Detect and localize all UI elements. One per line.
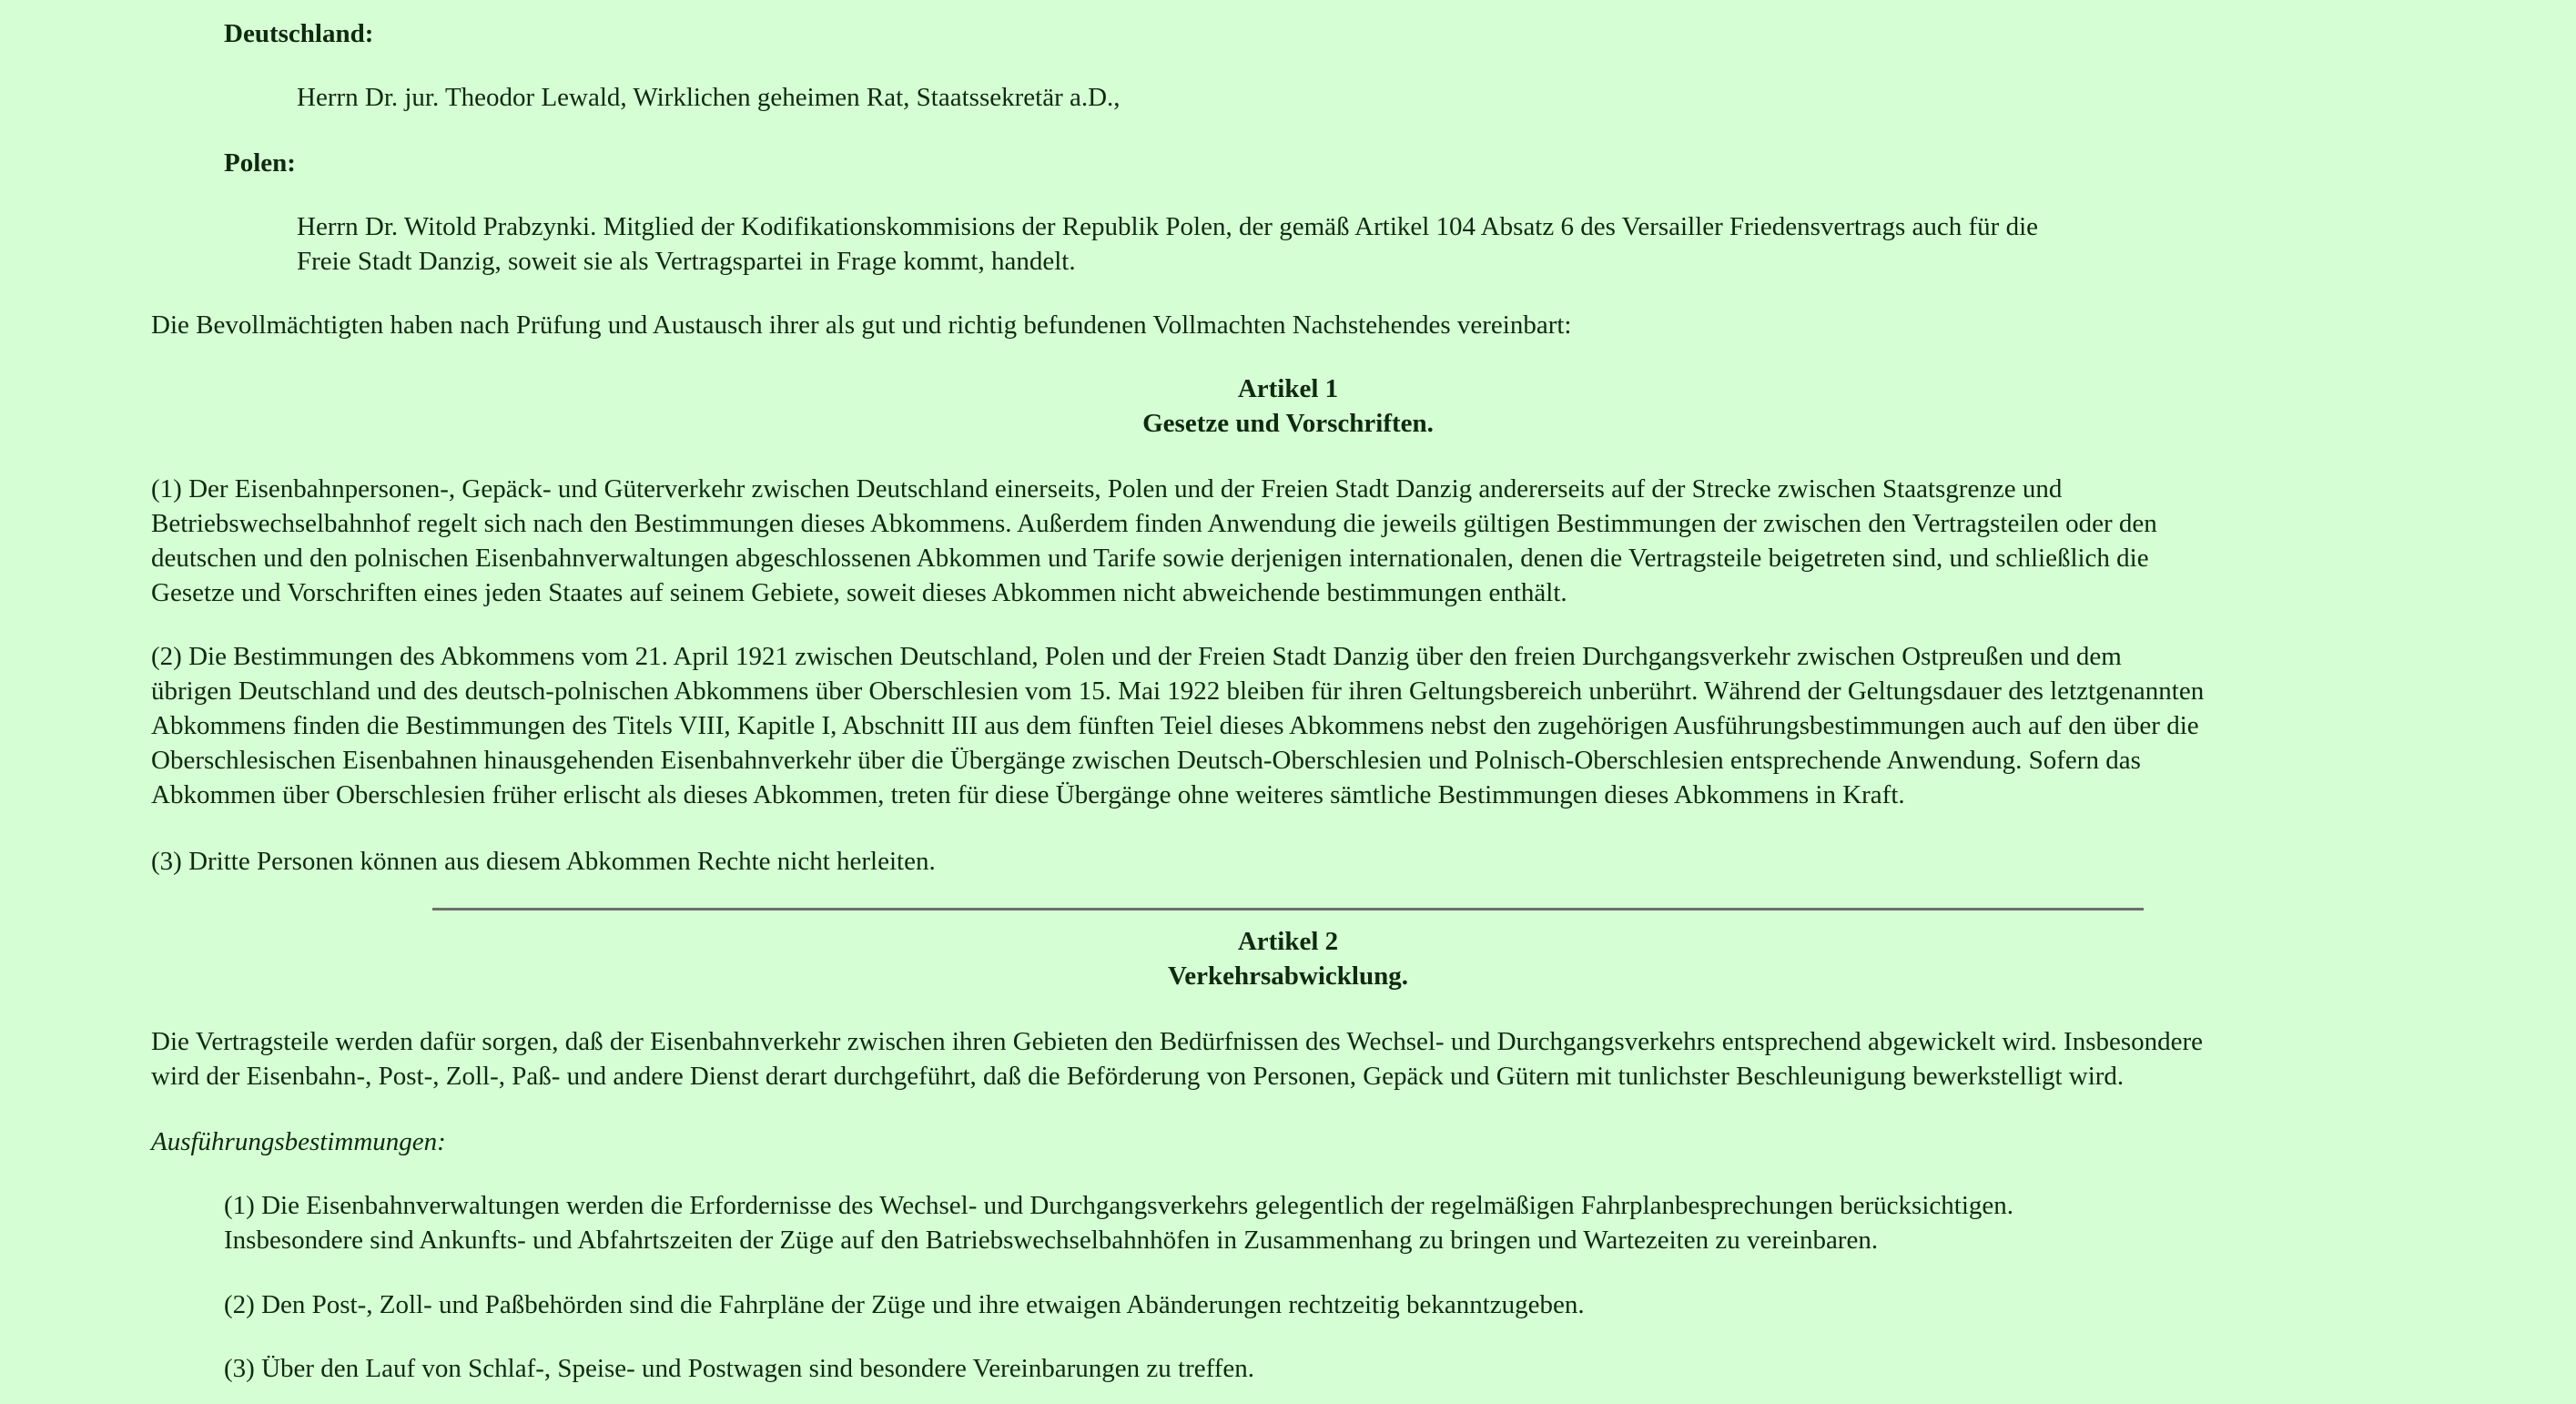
text-line: Abkommen über Oberschlesien früher erlischt als dieses Abkommen, treten für diese Übergänge ohne weiteres sämtliche Bestimmungen dieses Abkommens in Kraft. bbox=[151, 780, 1905, 809]
delegate-poland bbox=[297, 209, 2038, 279]
text-line: übrigen Deutschland und des deutsch-polnischen Abkommens über Oberschlesien vom 15. Mai 1922 bleiben für ihren Geltungsbereich unberührt. Während der Geltungsdauer des letztgenannten bbox=[151, 677, 2205, 706]
article2-heading bbox=[0, 924, 2576, 993]
article1-paragraph-2 bbox=[151, 639, 2204, 812]
party-heading-germany: Deutschland: bbox=[224, 19, 374, 48]
horizontal-divider bbox=[432, 908, 2144, 911]
text-line: Betriebswechselbahnhof regelt sich nach den Bestimmungen dieses Abkommens. Außerdem finden Anwendung die jeweils gültigen Bestimmungen der zwischen den Vertragsteilen oder den bbox=[151, 509, 2157, 538]
ausfuehrung-item-1 bbox=[224, 1188, 2013, 1257]
text-line: (1) Die Eisenbahnverwaltungen werden die Erfordernisse des Wechsel- und Durchgangsverkehrs gelegentlich der regelmäßigen Fahrplanbesprechungen berücksichtigen. bbox=[224, 1191, 2013, 1220]
text-line: wird der Eisenbahn-, Post-, Zoll-, Paß- und andere Dienst derart durchgeführt, daß die Beförderung von Personen, Gepäck und Gütern mit tunlichster Beschleunigung bewerkstelligt wird. bbox=[151, 1062, 2125, 1091]
party-heading-poland: Polen: bbox=[224, 148, 296, 178]
delegate-poland-line: Freie Stadt Danzig, soweit sie als Vertragspartei in Frage kommt, handelt. bbox=[297, 247, 1076, 276]
article2-number: Artikel 2 bbox=[1237, 927, 1339, 956]
article1-title: Gesetze und Vorschriften. bbox=[1142, 409, 1434, 438]
text-line: Die Vertragsteile werden dafür sorgen, daß der Eisenbahnverkehr zwischen ihren Gebieten den Bedürfnissen des Wechsel- und Durchgangsverkehrs entsprechend abgewickelt wird. Insbesondere bbox=[151, 1027, 2204, 1056]
text-line: Insbesondere sind Ankunfts- und Abfahrtszeiten der Züge auf den Batriebswechselbahnhöfen in Zusammenhang zu bringen und Wartezeiten zu vereinbaren. bbox=[224, 1226, 1879, 1255]
article1-number: Artikel 1 bbox=[1237, 374, 1339, 403]
delegate-germany: Herrn Dr. jur. Theodor Lewald, Wirklichen geheimen Rat, Staatssekretär a.D., bbox=[297, 83, 1121, 112]
ausfuehrung-item-2: (2) Den Post-, Zoll- und Paßbehörden sind die Fahrpläne der Züge und ihre etwaigen Abänderungen rechtzeitig bekanntzugeben. bbox=[224, 1290, 1585, 1319]
text-line: deutschen und den polnischen Eisenbahnverwaltungen abgeschlossenen Abkommen und Tarife sowie derjenigen internationalen, denen die Vertragsteile beigetreten sind, und schließlich die bbox=[151, 544, 2149, 573]
text-line: (2) Die Bestimmungen des Abkommens vom 21. April 1921 zwischen Deutschland, Polen und der Freien Stadt Danzig über den freien Durchgangsverkehr zwischen Ostpreußen und dem bbox=[151, 642, 2122, 671]
preamble: Die Bevollmächtigten haben nach Prüfung und Austausch ihrer als gut und richtig befundenen Vollmachten Nachstehendes vereinbart: bbox=[151, 310, 1572, 340]
text-line: Gesetze und Vorschriften eines jeden Staates auf seinem Gebiete, soweit dieses Abkommen nicht abweichende bestimmungen enthält. bbox=[151, 578, 1567, 607]
article1-paragraph-1 bbox=[151, 472, 2157, 610]
article1-heading bbox=[0, 371, 2576, 441]
article2-paragraph-1 bbox=[151, 1024, 2203, 1094]
text-line: Abkommens finden die Bestimmungen des Titels VIII, Kapitle I, Abschnitt III aus dem fünften Teiel dieses Abkommens nebst den zugehörigen Ausführungsbestimmungen auch auf den über die bbox=[151, 711, 2199, 740]
article2-title: Verkehrsabwicklung. bbox=[1167, 961, 1408, 991]
ausfuehrungsbestimmungen-heading: Ausführungsbestimmungen: bbox=[151, 1127, 446, 1156]
ausfuehrung-item-3: (3) Über den Lauf von Schlaf-, Speise- und Postwagen sind besondere Vereinbarungen zu treffen. bbox=[224, 1354, 1255, 1383]
text-line: Oberschlesischen Eisenbahnen hinausgehenden Eisenbahnverkehr über die Übergänge zwischen Deutsch-Oberschlesien und Polnisch-Oberschlesien entsprechende Anwendung. Sofern das bbox=[151, 746, 2141, 775]
delegate-poland-line: Herrn Dr. Witold Prabzynki. Mitglied der Kodifikationskommisions der Republik Polen, der gemäß Artikel 104 Absatz 6 des Versailler Friedensvertrags auch für die bbox=[297, 212, 2038, 241]
article1-paragraph-3: (3) Dritte Personen können aus diesem Abkommen Rechte nicht herleiten. bbox=[151, 847, 936, 876]
text-line: (1) Der Eisenbahnpersonen-, Gepäck- und Güterverkehr zwischen Deutschland einerseits, Polen und der Freien Stadt Danzig andererseits auf der Strecke zwischen Staatsgrenze und bbox=[151, 474, 2063, 504]
